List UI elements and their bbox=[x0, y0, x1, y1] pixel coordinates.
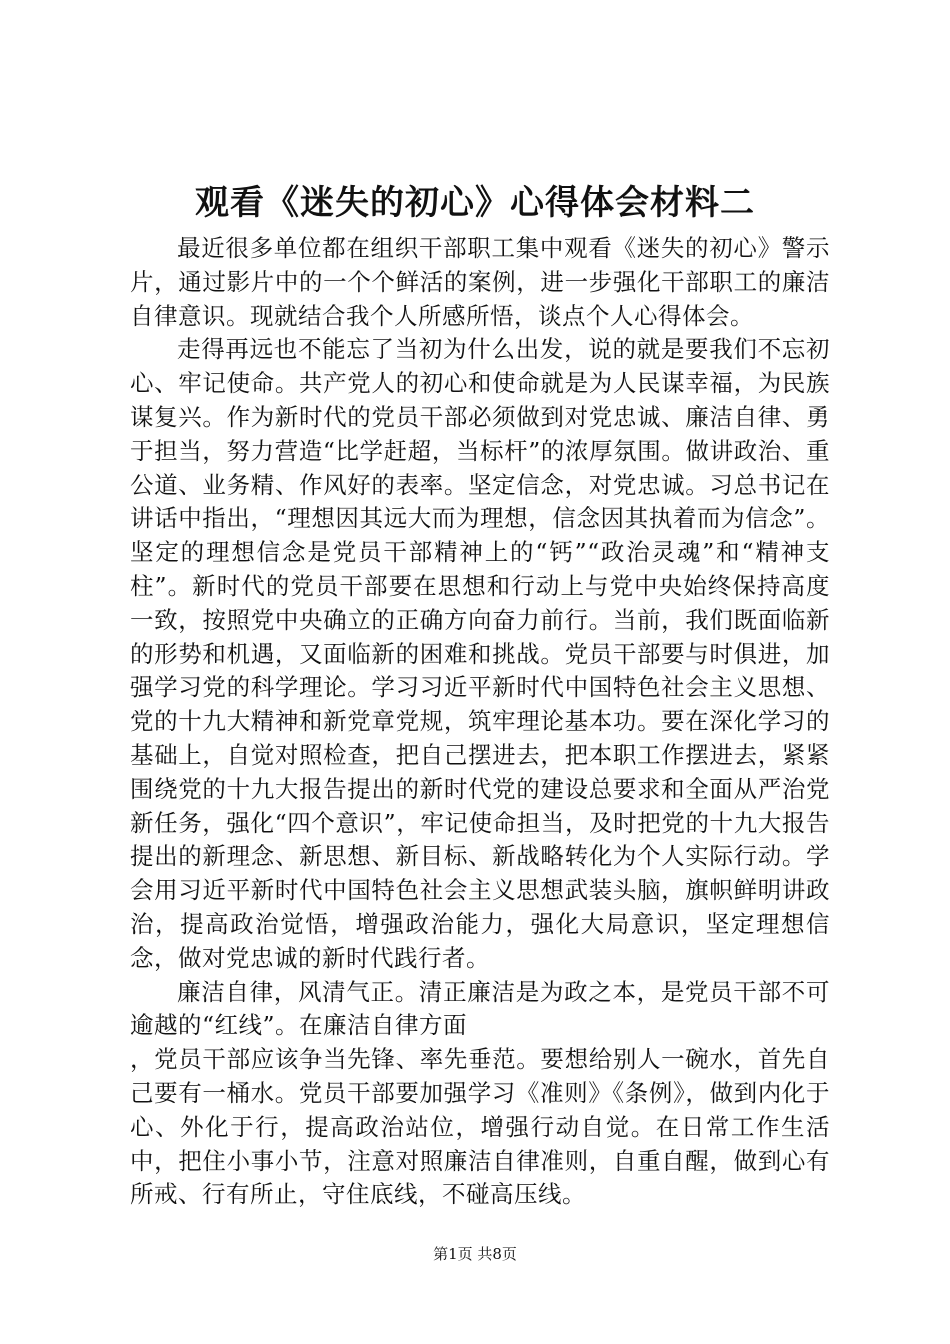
paragraph-intro: 最近很多单位都在组织干部职工集中观看《迷失的初心》警示片，通过影片中的一个个鲜活的案例，进一步强化干部职工的廉洁自律意识。现就结合我个人所感所悟，谈点个人心得体会。 bbox=[130, 234, 830, 330]
paragraph-integrity-continued: ，党员干部应该争当先锋、率先垂范。要想给别人一碗水，首先自己要有一桶水。党员干部要加强学习《准则》《条例》，做到内化于心、外化于行，提高政治站位，增强行动自觉。在日常工作生活中，把住小事小节，注意对照廉洁自律准则，自重自醒，做到心有所戒、行有所止，守住底线，不碰高压线。 bbox=[130, 1045, 830, 1209]
paragraph-original-aspiration: 走得再远也不能忘了当初为什么出发，说的就是要我们不忘初心、牢记使命。共产党人的初心和使命就是为人民谋幸福，为民族谋复兴。作为新时代的党员干部必须做到对党忠诚、廉洁自律、勇于担当，努力营造“比学赶超，当标杆”的浓厚氛围。做讲政治、重公道、业务精、作风好的表率。坚定信念，对党忠诚。习总书记在讲话中指出，“理想因其远大而为理想，信念因其执着而为信念”。坚定的理想信念是党员干部精神上的“钙”“政治灵魂”和“精神支柱”。新时代的党员干部要在思想和行动上与党中央始终保持高度一致，按照党中央确立的正确方向奋力前行。当前，我们既面临新的形势和机遇，又面临新的困难和挑战。党员干部要与时俱进，加强学习党的科学理论。学习习近平新时代中国特色社会主义思想、党的十九大精神和新党章党规，筑牢理论基本功。要在深化学习的基础上，自觉对照检查，把自己摆进去，把本职工作摆进去，紧紧围绕党的十九大报告提出的新时代党的建设总要求和全面从严治党新任务，强化“四个意识”，牢记使命担当，及时把党的十九大报告提出的新理念、新思想、新目标、新战略转化为个人实际行动。学会用习近平新时代中国特色社会主义思想武装头脑，旗帜鲜明讲政治，提高政治觉悟，增强政治能力，强化大局意识，坚定理想信念，做对党忠诚的新时代践行者。 bbox=[130, 335, 830, 972]
document-title: 观看《迷失的初心》心得体会材料二 bbox=[195, 183, 755, 223]
document-body bbox=[130, 232, 830, 1212]
page-footer: 第1页 共8页 bbox=[433, 1245, 517, 1263]
paragraph-integrity: 廉洁自律，风清气正。清正廉洁是为政之本，是党员干部不可逾越的“红线”。在廉洁自律方面 bbox=[130, 977, 830, 1040]
